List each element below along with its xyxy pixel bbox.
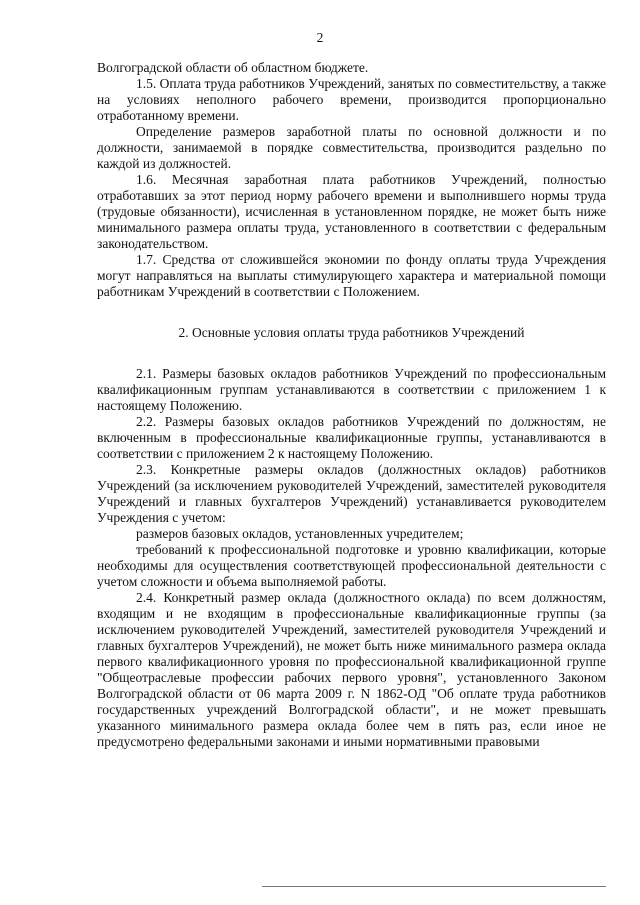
- paragraph-1-6: 1.6. Месячная заработная плата работников Учреждений, полностью отработавших за этот период норму рабочего времени и выполнившего нормы труда (трудовые обязанности), исчисленная в установленном порядке, не может быть ниже минимального размера оплаты труда, установленного в соответствии с федеральным законодательством.: [97, 172, 606, 251]
- paragraph-2-3: 2.3. Конкретные размеры окладов (должностных окладов) работников Учреждений (за исключением руководителей Учреждений, заместителей руководителя Учреждений и главных бухгалтеров Учреждений) устанавливается руководителем Учреждения с учетом:: [97, 462, 606, 525]
- paragraph-salary-determination: Определение размеров заработной платы по основной должности и по должности, занимаемой в порядке совместительства, производится раздельно по каждой из должностей.: [97, 124, 606, 171]
- section-heading: 2. Основные условия оплаты труда работников Учреждений: [178, 325, 525, 340]
- paragraph-1-5: 1.5. Оплата труда работников Учреждений, занятых по совместительству, а также на условиях неполного рабочего времени, производится пропорционально отработанному времени.: [97, 76, 606, 123]
- page-number: 2: [316, 30, 324, 45]
- paragraph-continuation: Волгоградской области об областном бюджете.: [97, 60, 369, 75]
- paragraph-2-4: 2.4. Конкретный размер оклада (должностного оклада) по всем должностям, входящим и не входящим в профессиональные квалификационные группы (за исключением руководителей Учреждений, заместителей руководителя Учреждений и главных бухгалтеров Учреждений), не может быть ниже минимального размера оклада первого квалификационного уровня по профессиональной квалификационной группе "Общеотраслевые профессии рабочих первого уровня", установленного Законом Волгоградской области от 06 марта 2009 г. N 1862-ОД "Об оплате труда работников государственных учреждений Волгоградской области", и не может превышать указанного минимального размера оклада более чем в пять раз, если иное не предусмотрено федеральными законами и иными нормативными правовыми: [97, 590, 606, 749]
- paragraph-2-2: 2.2. Размеры базовых окладов работников Учреждений по должностям, не включенным в профессиональные квалификационные группы, устанавливаются в соответствии с приложением 2 к настоящему Положению.: [97, 414, 606, 461]
- paragraph-qualification-requirements: требований к профессиональной подготовке и уровню квалификации, которые необходимы для осуществления соответствующей профессиональной деятельности с учетом сложности и объема выполняемой работы.: [97, 542, 606, 589]
- footer-divider: [262, 886, 606, 887]
- document-body: [97, 60, 606, 750]
- paragraph-2-1: 2.1. Размеры базовых окладов работников Учреждений по профессиональным квалификационным группам устанавливаются в соответствии с приложением 1 к настоящему Положению.: [97, 366, 606, 413]
- paragraph-1-7: 1.7. Средства от сложившейся экономии по фонду оплаты труда Учреждения могут направляться на выплаты стимулирующего характера и материальной помощи работникам Учреждений в соответствии с Положением.: [97, 252, 606, 299]
- paragraph-base-salaries: размеров базовых окладов, установленных учредителем;: [136, 526, 464, 541]
